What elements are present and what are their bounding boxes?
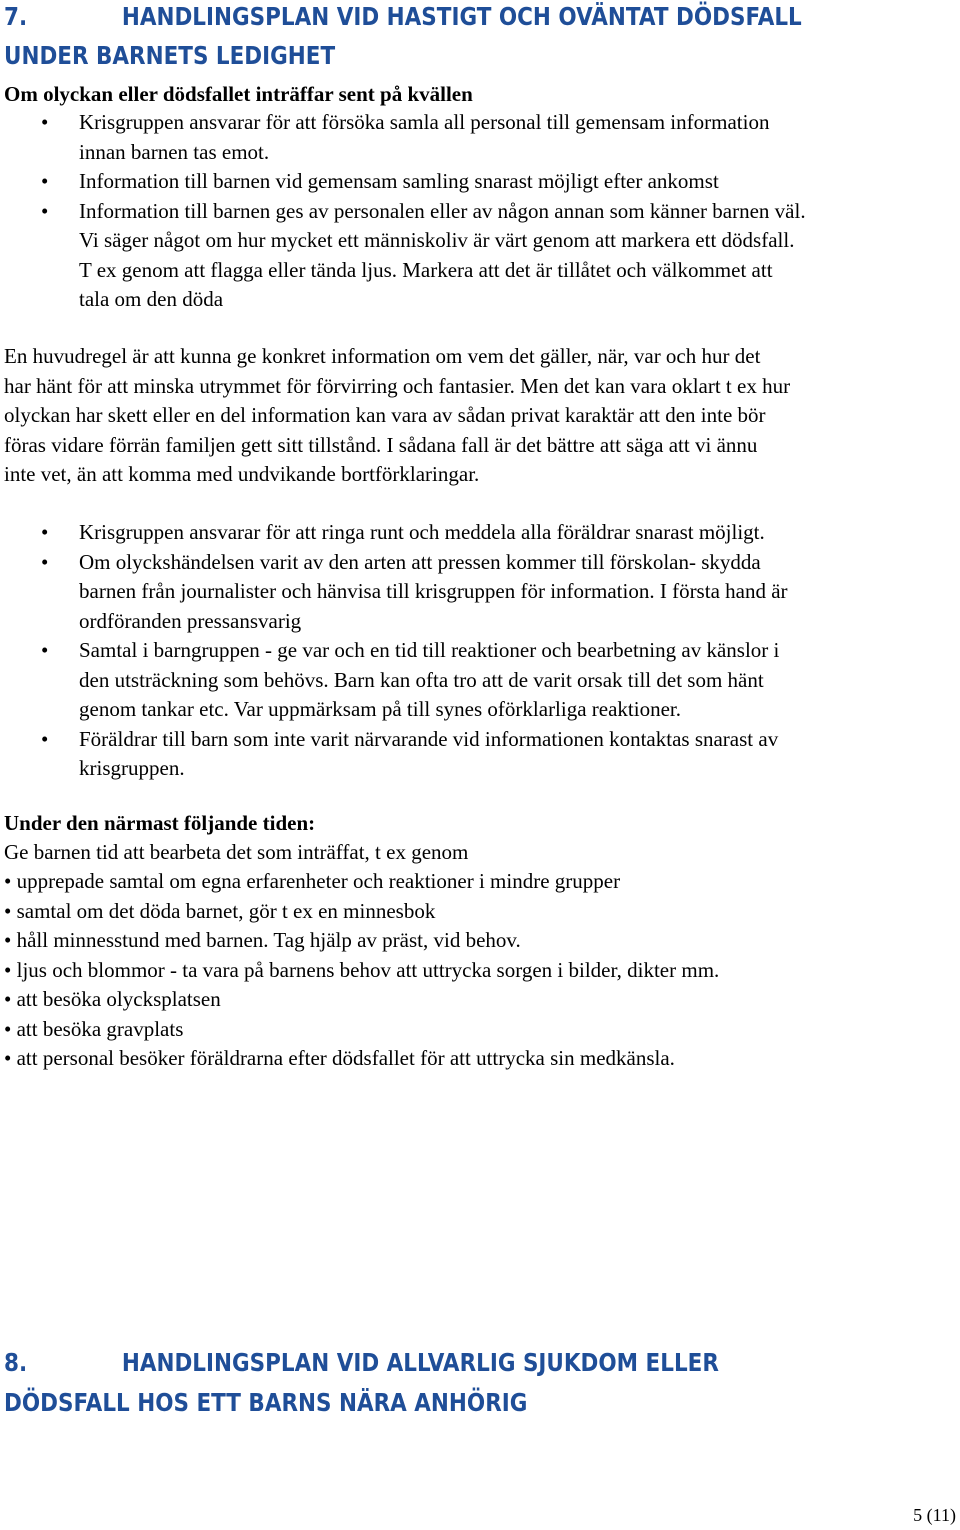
- list-item: • att besöka gravplats: [4, 1015, 719, 1045]
- list-item: • Information till barnen vid gemensam samling snarast möjligt efter ankomst: [0, 167, 806, 197]
- section-7-number: 7.: [4, 2, 28, 31]
- list-item: • Krisgruppen ansvarar för att ringa runt och meddela alla föräldrar snarast möjligt.: [0, 518, 788, 548]
- following-heading: Under den närmast följande tiden:: [4, 811, 316, 835]
- action-bullet-list: [0, 518, 788, 784]
- following-intro: Ge barnen tid att bearbeta det som inträffat, t ex genom: [4, 840, 469, 864]
- page-number: 5 (11): [913, 1505, 956, 1525]
- following-list: [4, 867, 719, 1074]
- section-8-title-line1: HANDLINGSPLAN VID ALLVARLIG SJUKDOM ELLER: [121, 1348, 719, 1377]
- list-item: • Krisgruppen ansvarar för att försöka samla all personal till gemensam information innan barnen tas emot.: [0, 108, 806, 167]
- list-item: • Samtal i barngruppen - ge var och en tid till reaktioner och bearbetning av känslor i den utsträckning som behövs. Barn kan ofta tro att de varit orsak till det som hänt genom tankar etc. Var uppmärksam på till synes oförklarliga reaktioner.: [0, 636, 788, 725]
- main-paragraph: En huvudregel är att kunna ge konkret information om vem det gäller, när, var och hur det har hänt för att minska utrymmet för förvirring och fantasier. Men det kan vara oklart t ex hur olyckan har skett eller en del information kan vara av sådan privat karaktär att den inte bör föras vidare förrän familjen gett sitt tillstånd. I sådana fall är det bättre att säga att vi ännu inte vet, än att komma med undvikande bortförklaringar.: [4, 344, 791, 486]
- list-item: • ljus och blommor - ta vara på barnens behov att uttrycka sorgen i bilder, dikter mm.: [4, 956, 719, 986]
- section-8-title-line2: DÖDSFALL HOS ETT BARNS NÄRA ANHÖRIG: [4, 1388, 528, 1417]
- list-item: • Om olyckshändelsen varit av den arten att pressen kommer till förskolan- skydda barnen från journalister och hänvisa till krisgruppen för information. I första hand är ordföranden pressansvarig: [0, 548, 788, 637]
- list-item: • upprepade samtal om egna erfarenheter och reaktioner i mindre grupper: [4, 867, 719, 897]
- list-item: • att besöka olycksplatsen: [4, 985, 719, 1015]
- list-item: • håll minnesstund med barnen. Tag hjälp av präst, vid behov.: [4, 926, 719, 956]
- list-item: • samtal om det döda barnet, gör t ex en minnesbok: [4, 897, 719, 927]
- section-8-number: 8.: [4, 1348, 28, 1377]
- section-7-heading-line1: [4, 2, 802, 31]
- evening-heading: Om olyckan eller dödsfallet inträffar sent på kvällen: [4, 82, 473, 106]
- section-7-title-line2: UNDER BARNETS LEDIGHET: [4, 41, 336, 70]
- section-7-title-line1: HANDLINGSPLAN VID HASTIGT OCH OVÄNTAT DÖDSFALL: [121, 2, 802, 31]
- list-item: • att personal besöker föräldrarna efter dödsfallet för att uttrycka sin medkänsla.: [4, 1044, 719, 1074]
- list-item: • Föräldrar till barn som inte varit närvarande vid informationen kontaktas snarast av krisgruppen.: [0, 725, 788, 784]
- section-8-heading-line1: [4, 1348, 719, 1377]
- evening-bullet-list: [0, 108, 806, 315]
- list-item: • Information till barnen ges av personalen eller av någon annan som känner barnen väl. Vi säger något om hur mycket ett människoliv är värt genom att markera ett dödsfall. T ex genom att flagga eller tända ljus. Markera att det är tillåtet och välkommet att tala om den döda: [0, 197, 806, 315]
